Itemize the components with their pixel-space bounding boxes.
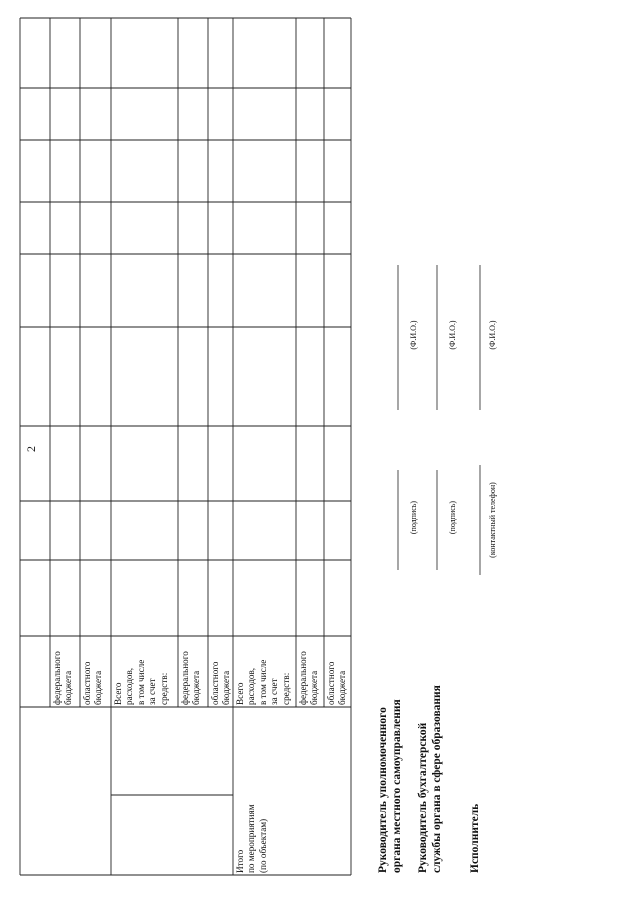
cell-block3-total: Всего расходов, в том числе за счет средств: bbox=[235, 659, 291, 705]
page-number: 2 bbox=[24, 446, 38, 452]
signature-label-accounting: Руководитель бухгалтерской службы органа в сфере образования bbox=[417, 685, 443, 873]
cell-block1-federal: федерального бюджета bbox=[52, 651, 74, 705]
cell-block2-total: Всего расходов, в том числе за счет средств: bbox=[113, 659, 169, 705]
signature-caption-head-sign: (подпись) bbox=[409, 500, 418, 535]
cell-block3-regional: областного бюджета bbox=[326, 661, 348, 705]
signature-caption-head-name: (Ф.И.О.) bbox=[409, 320, 418, 350]
signature-caption-accounting-sign: (подпись) bbox=[448, 500, 457, 535]
cell-block2-federal: федерального бюджета bbox=[180, 651, 202, 705]
cell-block1-regional: областного бюджета bbox=[82, 661, 104, 705]
cell-total-label: Итого по мероприятиям (по объектам) bbox=[235, 804, 268, 873]
signature-caption-accounting-name: (Ф.И.О.) bbox=[448, 320, 457, 350]
cell-block3-federal: федерального бюджета bbox=[298, 651, 320, 705]
signature-caption-executor-name: (Ф.И.О.) bbox=[488, 320, 497, 350]
signature-label-executor: Исполнитель bbox=[469, 803, 481, 873]
cell-block2-regional: областного бюджета bbox=[210, 661, 232, 705]
signature-caption-executor-phone: (контактный телефон) bbox=[488, 482, 497, 558]
signature-label-head: Руководитель уполномоченного органа местного самоуправления bbox=[377, 699, 403, 873]
